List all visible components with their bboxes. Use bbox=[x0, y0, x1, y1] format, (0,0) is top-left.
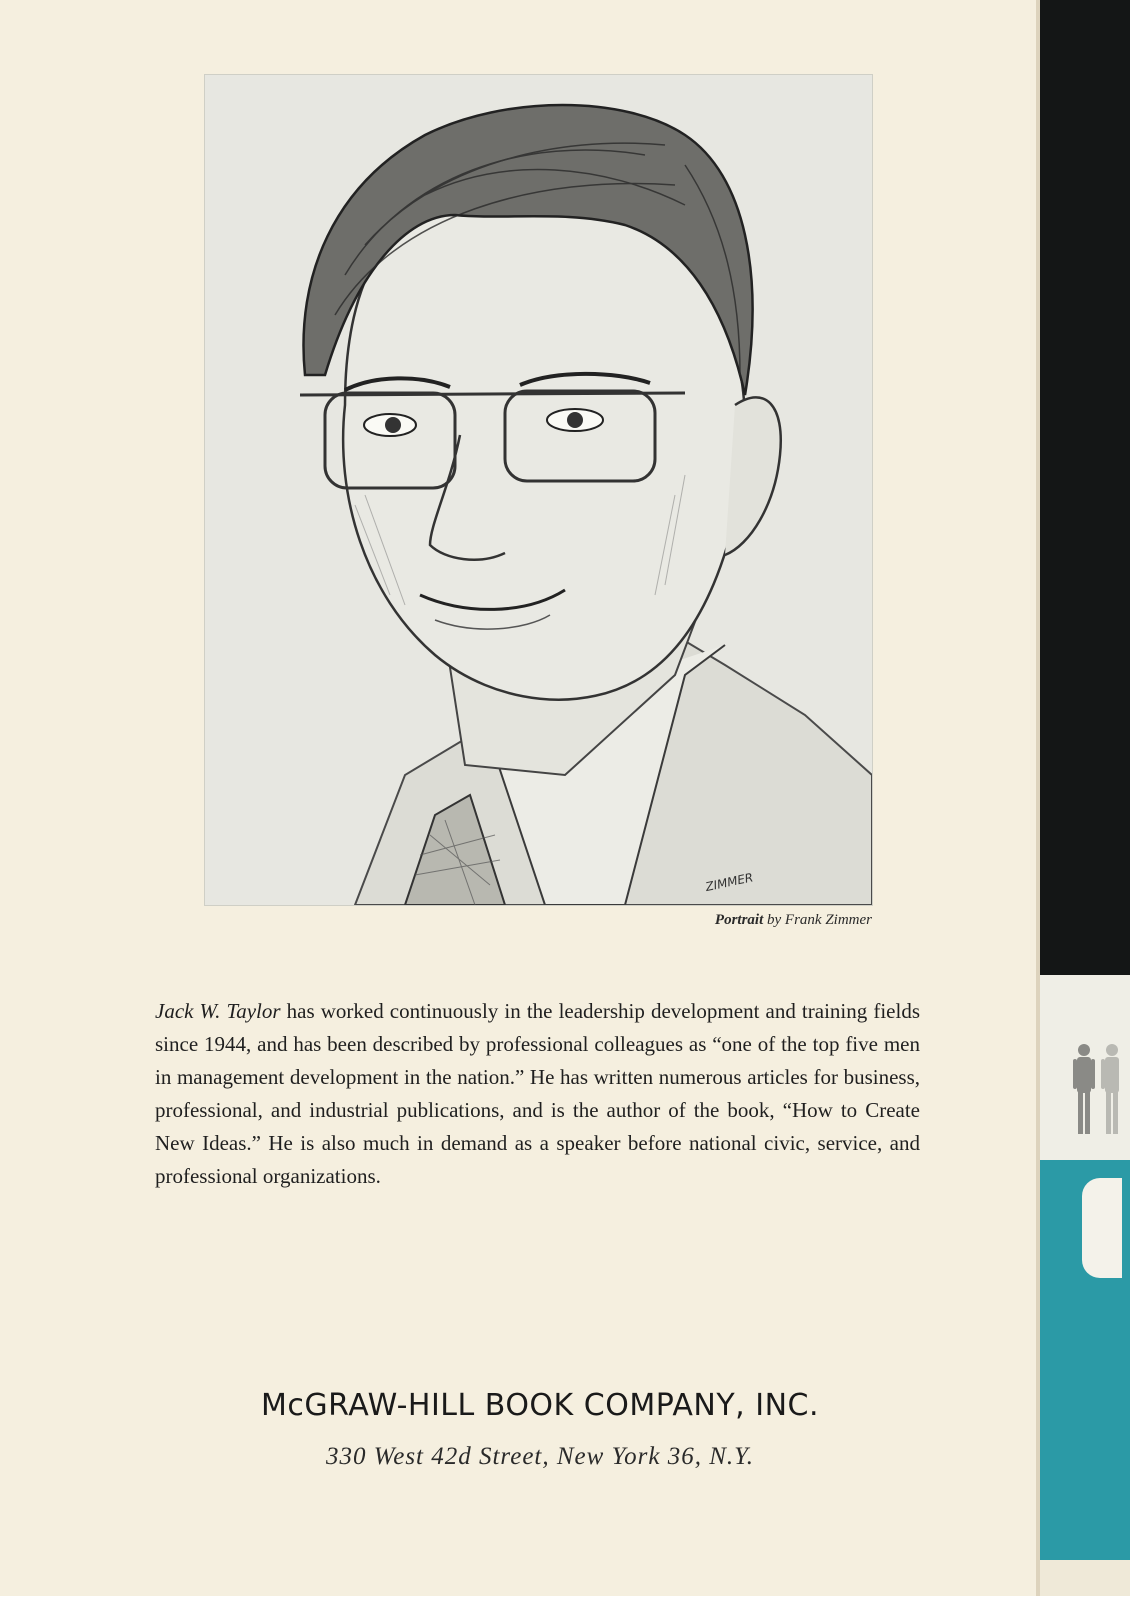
credit-rest: by Frank Zimmer bbox=[767, 912, 872, 928]
spine-black-band bbox=[1040, 0, 1130, 975]
bio-text: has worked continuously in the leadership development and training fields since 1944, and has been described by professional colleagues as “one of the top five men in management development in the nation.” He has written numerous articles for business, professional, and industrial publications, and is the author of the book, “How to Create New Ideas.” He is also much in demand as a speaker before national civic, service, and professional organizations. bbox=[155, 999, 920, 1188]
portrait-credit bbox=[560, 912, 872, 929]
author-name: Jack W. Taylor bbox=[155, 999, 281, 1023]
portrait-sketch bbox=[205, 75, 872, 905]
credit-prefix: Portrait bbox=[714, 912, 764, 928]
author-bio bbox=[155, 995, 920, 1193]
spine-bottom-band bbox=[1040, 1560, 1130, 1596]
human-figures-icon bbox=[1072, 1040, 1132, 1140]
artist-signature: ZIMMER bbox=[704, 870, 755, 895]
author-portrait bbox=[205, 75, 872, 905]
spine-notch bbox=[1082, 1178, 1122, 1278]
publisher-name: McGRAW-HILL BOOK COMPANY, INC. bbox=[260, 1388, 820, 1423]
publisher-address: 330 West 42d Street, New York 36, N.Y. bbox=[325, 1443, 755, 1470]
